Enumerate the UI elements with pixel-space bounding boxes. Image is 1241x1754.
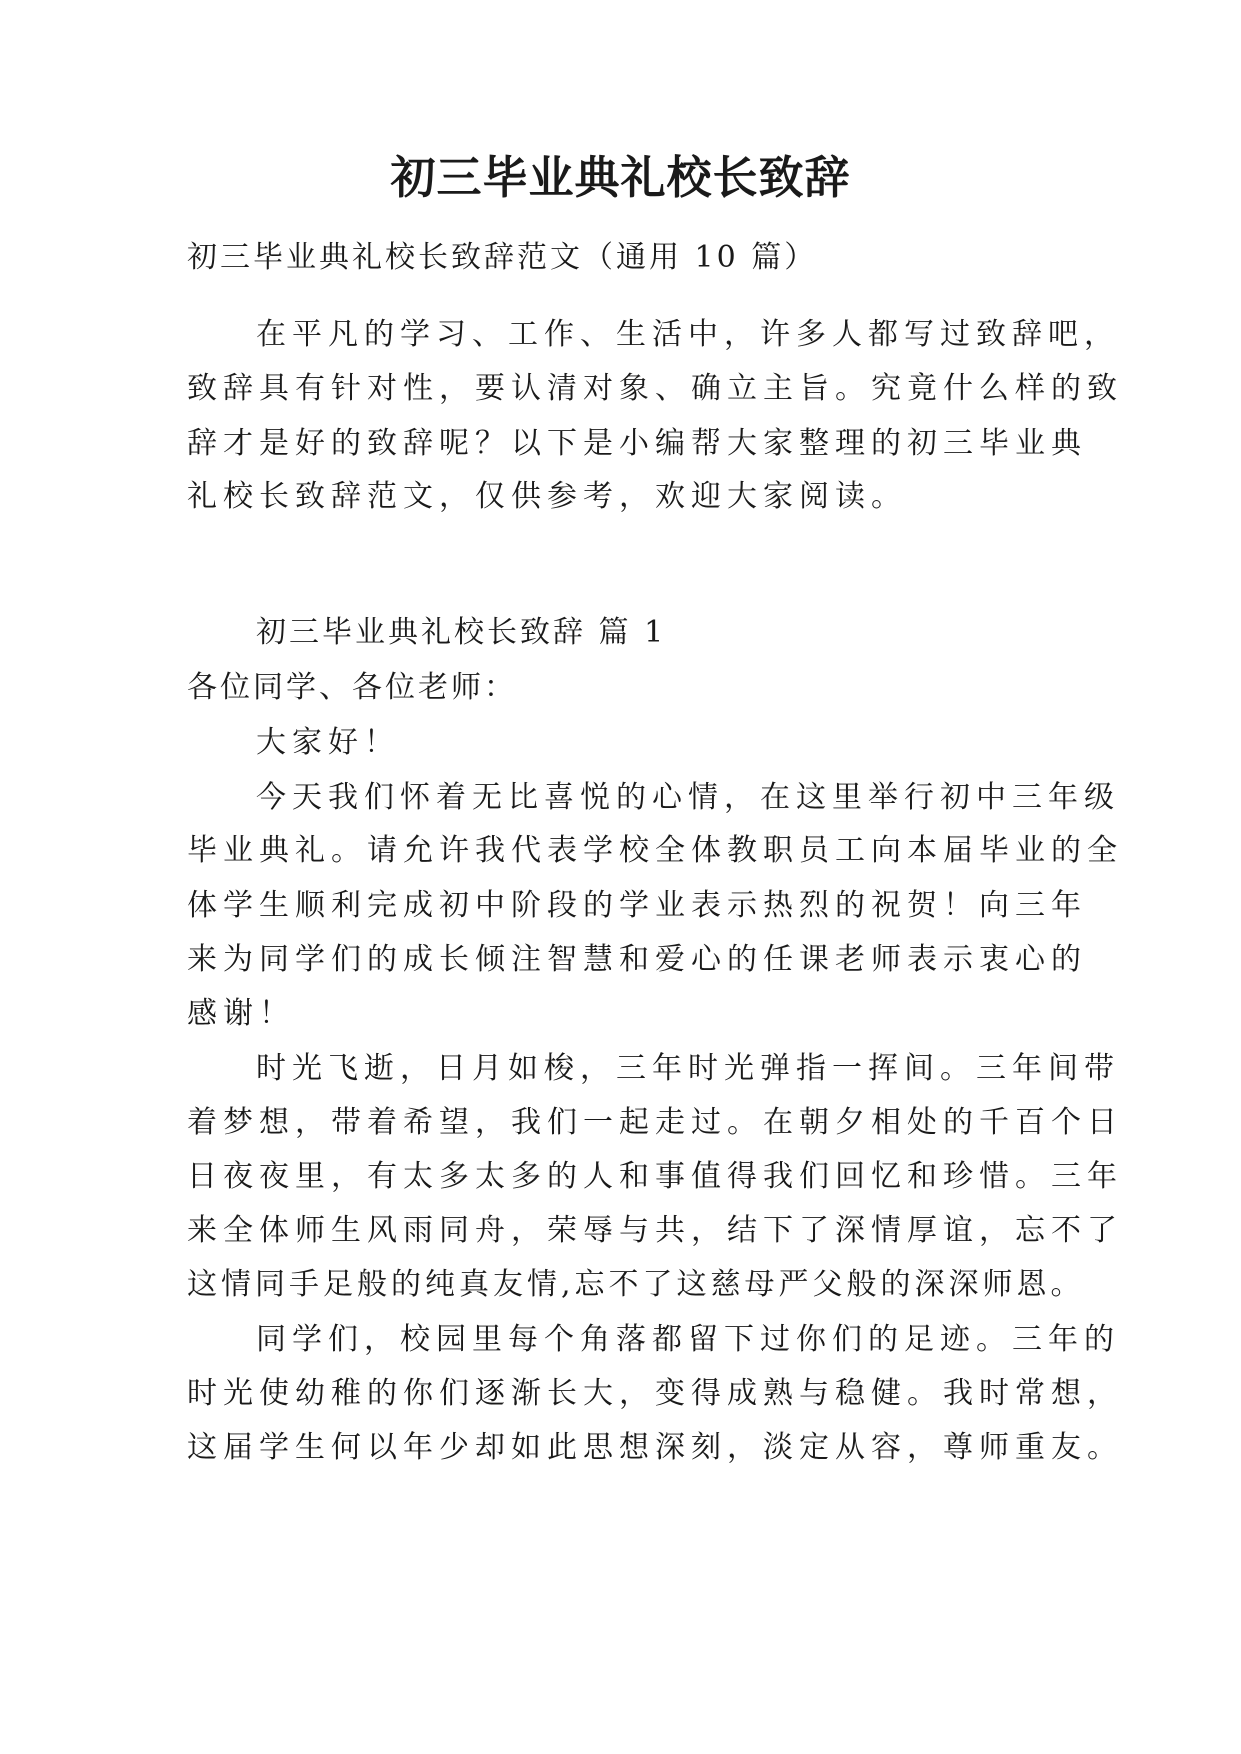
paragraph-line: 同学们，校园里每个角落都留下过你们的足迹。三年的 [256,1322,1120,1357]
document-title: 初三毕业典礼校长致辞 [390,151,851,204]
paragraph-line: 来为同学们的成长倾注智慧和爱心的任课老师表示衷心的 [187,942,1087,977]
intro-line: 礼校长致辞范文，仅供参考，欢迎大家阅读。 [187,479,907,514]
paragraph-line: 感谢！ [187,996,295,1031]
paragraph-line: 来全体师生风雨同舟，荣辱与共，结下了深情厚谊，忘不了 [187,1213,1123,1248]
paragraph-line: 着梦想，带着希望，我们一起走过。在朝夕相处的千百个日 [187,1105,1123,1140]
section-heading: 初三毕业典礼校长致辞 篇 1 [256,615,667,650]
paragraph-line: 这情同手足般的纯真友情,忘不了这慈母严父般的深深师恩。 [187,1267,1085,1302]
paragraph-line: 时光飞逝，日月如梭，三年时光弹指一挥间。三年间带 [256,1051,1120,1086]
paragraph-line: 体学生顺利完成初中阶段的学业表示热烈的祝贺！向三年 [187,888,1087,923]
paragraph-line: 日夜夜里，有太多太多的人和事值得我们回忆和珍惜。三年 [187,1159,1123,1194]
paragraph-line: 这届学生何以年少却如此思想深刻，淡定从容，尊师重友。 [187,1430,1123,1465]
greeting: 大家好！ [256,725,400,760]
intro-line: 致辞具有针对性，要认清对象、确立主旨。究竟什么样的致 [187,371,1123,406]
paragraph-line: 毕业典礼。请允许我代表学校全体教职员工向本届毕业的全 [187,833,1123,868]
intro-line: 在平凡的学习、工作、生活中，许多人都写过致辞吧， [256,317,1120,352]
paragraph-line: 今天我们怀着无比喜悦的心情，在这里举行初中三年级 [256,780,1120,815]
salutation: 各位同学、各位老师： [187,670,517,705]
document-subtitle: 初三毕业典礼校长致辞范文（通用 10 篇） [187,240,818,275]
paragraph-line: 时光使幼稚的你们逐渐长大，变得成熟与稳健。我时常想， [187,1376,1123,1411]
intro-line: 辞才是好的致辞呢？以下是小编帮大家整理的初三毕业典 [187,426,1087,461]
